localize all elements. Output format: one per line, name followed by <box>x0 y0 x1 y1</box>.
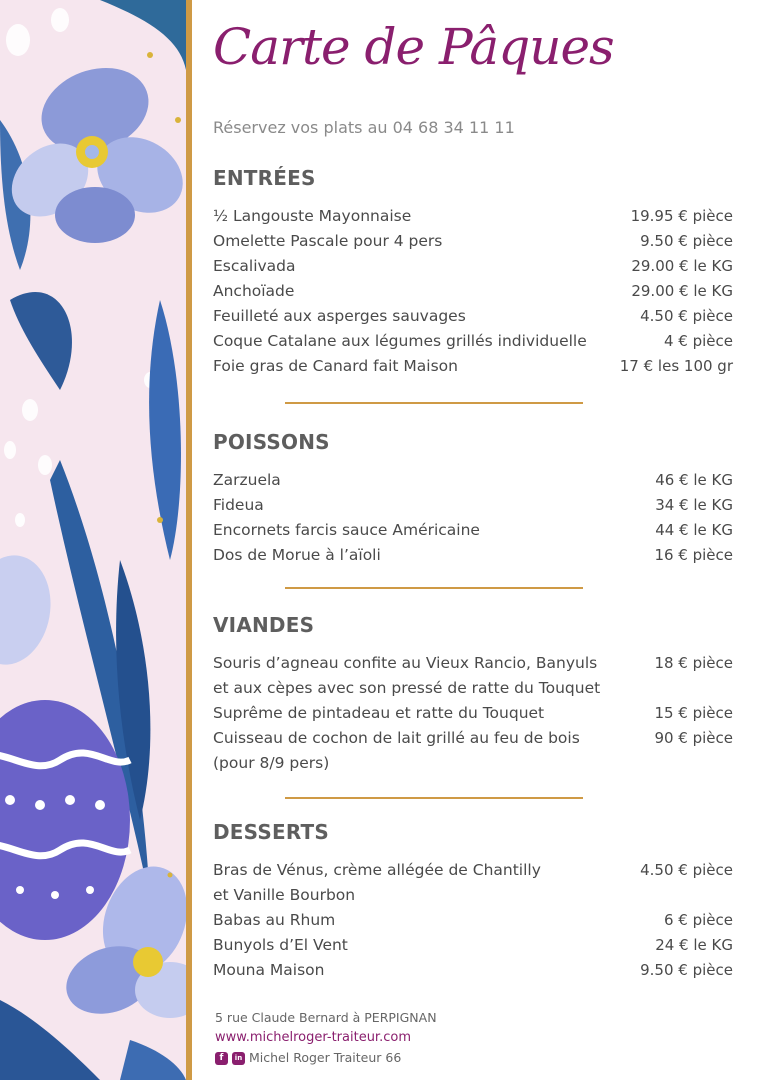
item-price: 19.95 € pièce <box>630 207 733 225</box>
menu-item <box>213 468 733 493</box>
floral-illustration <box>0 0 186 1080</box>
item-price: 29.00 € le KG <box>631 257 733 275</box>
item-name: Anchoïade <box>213 282 295 300</box>
menu-title: Carte de Pâques <box>213 18 614 76</box>
menu-item <box>213 518 733 543</box>
section-title: ENTRÉES <box>213 166 316 190</box>
menu-item <box>213 493 733 518</box>
menu-item <box>213 958 733 983</box>
menu-item <box>213 651 733 701</box>
item-price: 18 € pièce <box>654 654 733 672</box>
menu-item <box>213 279 733 304</box>
linkedin-icon[interactable]: in <box>232 1052 245 1065</box>
item-name-line-2: et Vanille Bourbon <box>213 886 356 904</box>
item-name: Zarzuela <box>213 471 281 489</box>
item-name: Encornets farcis sauce Américaine <box>213 521 480 539</box>
facebook-icon[interactable]: f <box>215 1052 228 1065</box>
item-price: 4 € pièce <box>663 332 733 350</box>
social-name: Michel Roger Traiteur 66 <box>249 1050 402 1065</box>
item-price: 9.50 € pièce <box>640 961 733 979</box>
menu-item <box>213 726 733 776</box>
item-price: 16 € pièce <box>654 546 733 564</box>
item-price: 90 € pièce <box>654 729 733 747</box>
section-title: VIANDES <box>213 613 315 637</box>
item-name: Feuilleté aux asperges sauvages <box>213 307 466 325</box>
item-price: 4.50 € pièce <box>640 861 733 879</box>
item-name: Babas au Rhum <box>213 911 336 929</box>
item-price: 29.00 € le KG <box>631 282 733 300</box>
item-name: Omelette Pascale pour 4 pers <box>213 232 443 250</box>
item-name: ½ Langouste Mayonnaise <box>213 207 412 225</box>
item-price: 46 € le KG <box>655 471 733 489</box>
section-divider <box>285 797 583 799</box>
menu-item <box>213 204 733 229</box>
reservation-phone: Réservez vos plats au 04 68 34 11 11 <box>213 118 515 137</box>
menu-content <box>213 0 733 1080</box>
item-name-line-1: Souris d’agneau confite au Vieux Rancio, Banyuls <box>213 654 598 672</box>
menu-item <box>213 933 733 958</box>
section-title: DESSERTS <box>213 820 329 844</box>
item-name <box>213 858 541 908</box>
item-name: Fideua <box>213 496 264 514</box>
item-name <box>213 726 580 776</box>
item-price: 15 € pièce <box>654 704 733 722</box>
item-price: 44 € le KG <box>655 521 733 539</box>
menu-item <box>213 354 733 379</box>
item-name: Foie gras de Canard fait Maison <box>213 357 458 375</box>
section-title: POISSONS <box>213 430 330 454</box>
menu-item <box>213 701 733 726</box>
item-name-line-2: et aux cèpes avec son pressé de ratte du Touquet <box>213 679 601 697</box>
menu-item <box>213 254 733 279</box>
section-entrees <box>213 166 733 379</box>
gold-border <box>186 0 192 1080</box>
item-name: Escalivada <box>213 257 296 275</box>
menu-item <box>213 543 733 568</box>
section-desserts <box>213 820 733 983</box>
menu-item <box>213 329 733 354</box>
item-price: 24 € le KG <box>655 936 733 954</box>
footer <box>215 1008 437 1068</box>
item-name-line-2: (pour 8/9 pers) <box>213 754 330 772</box>
item-name-line-1: Cuisseau de cochon de lait grillé au feu de bois <box>213 729 580 747</box>
section-divider <box>285 402 583 404</box>
section-divider <box>285 587 583 589</box>
item-price: 4.50 € pièce <box>640 307 733 325</box>
item-name <box>213 651 600 701</box>
menu-item <box>213 229 733 254</box>
menu-item <box>213 304 733 329</box>
item-name: Bunyols d’El Vent <box>213 936 348 954</box>
item-name: Dos de Morue à l’aïoli <box>213 546 381 564</box>
menu-item <box>213 858 733 908</box>
item-price: 17 € les 100 gr <box>619 357 733 375</box>
item-name-line-1: Bras de Vénus, crème allégée de Chantilly <box>213 861 541 879</box>
item-price: 34 € le KG <box>655 496 733 514</box>
item-price: 6 € pièce <box>663 911 733 929</box>
menu-item <box>213 908 733 933</box>
item-name: Coque Catalane aux légumes grillés individuelle <box>213 332 587 350</box>
social-line <box>215 1048 437 1068</box>
item-price: 9.50 € pièce <box>640 232 733 250</box>
section-poissons <box>213 430 733 568</box>
section-viandes <box>213 613 733 776</box>
address: 5 rue Claude Bernard à PERPIGNAN <box>215 1010 437 1025</box>
item-name: Suprême de pintadeau et ratte du Touquet <box>213 704 545 722</box>
item-name: Mouna Maison <box>213 961 325 979</box>
website-link[interactable]: www.michelroger-traiteur.com <box>215 1030 411 1045</box>
floral-side-panel <box>0 0 186 1080</box>
